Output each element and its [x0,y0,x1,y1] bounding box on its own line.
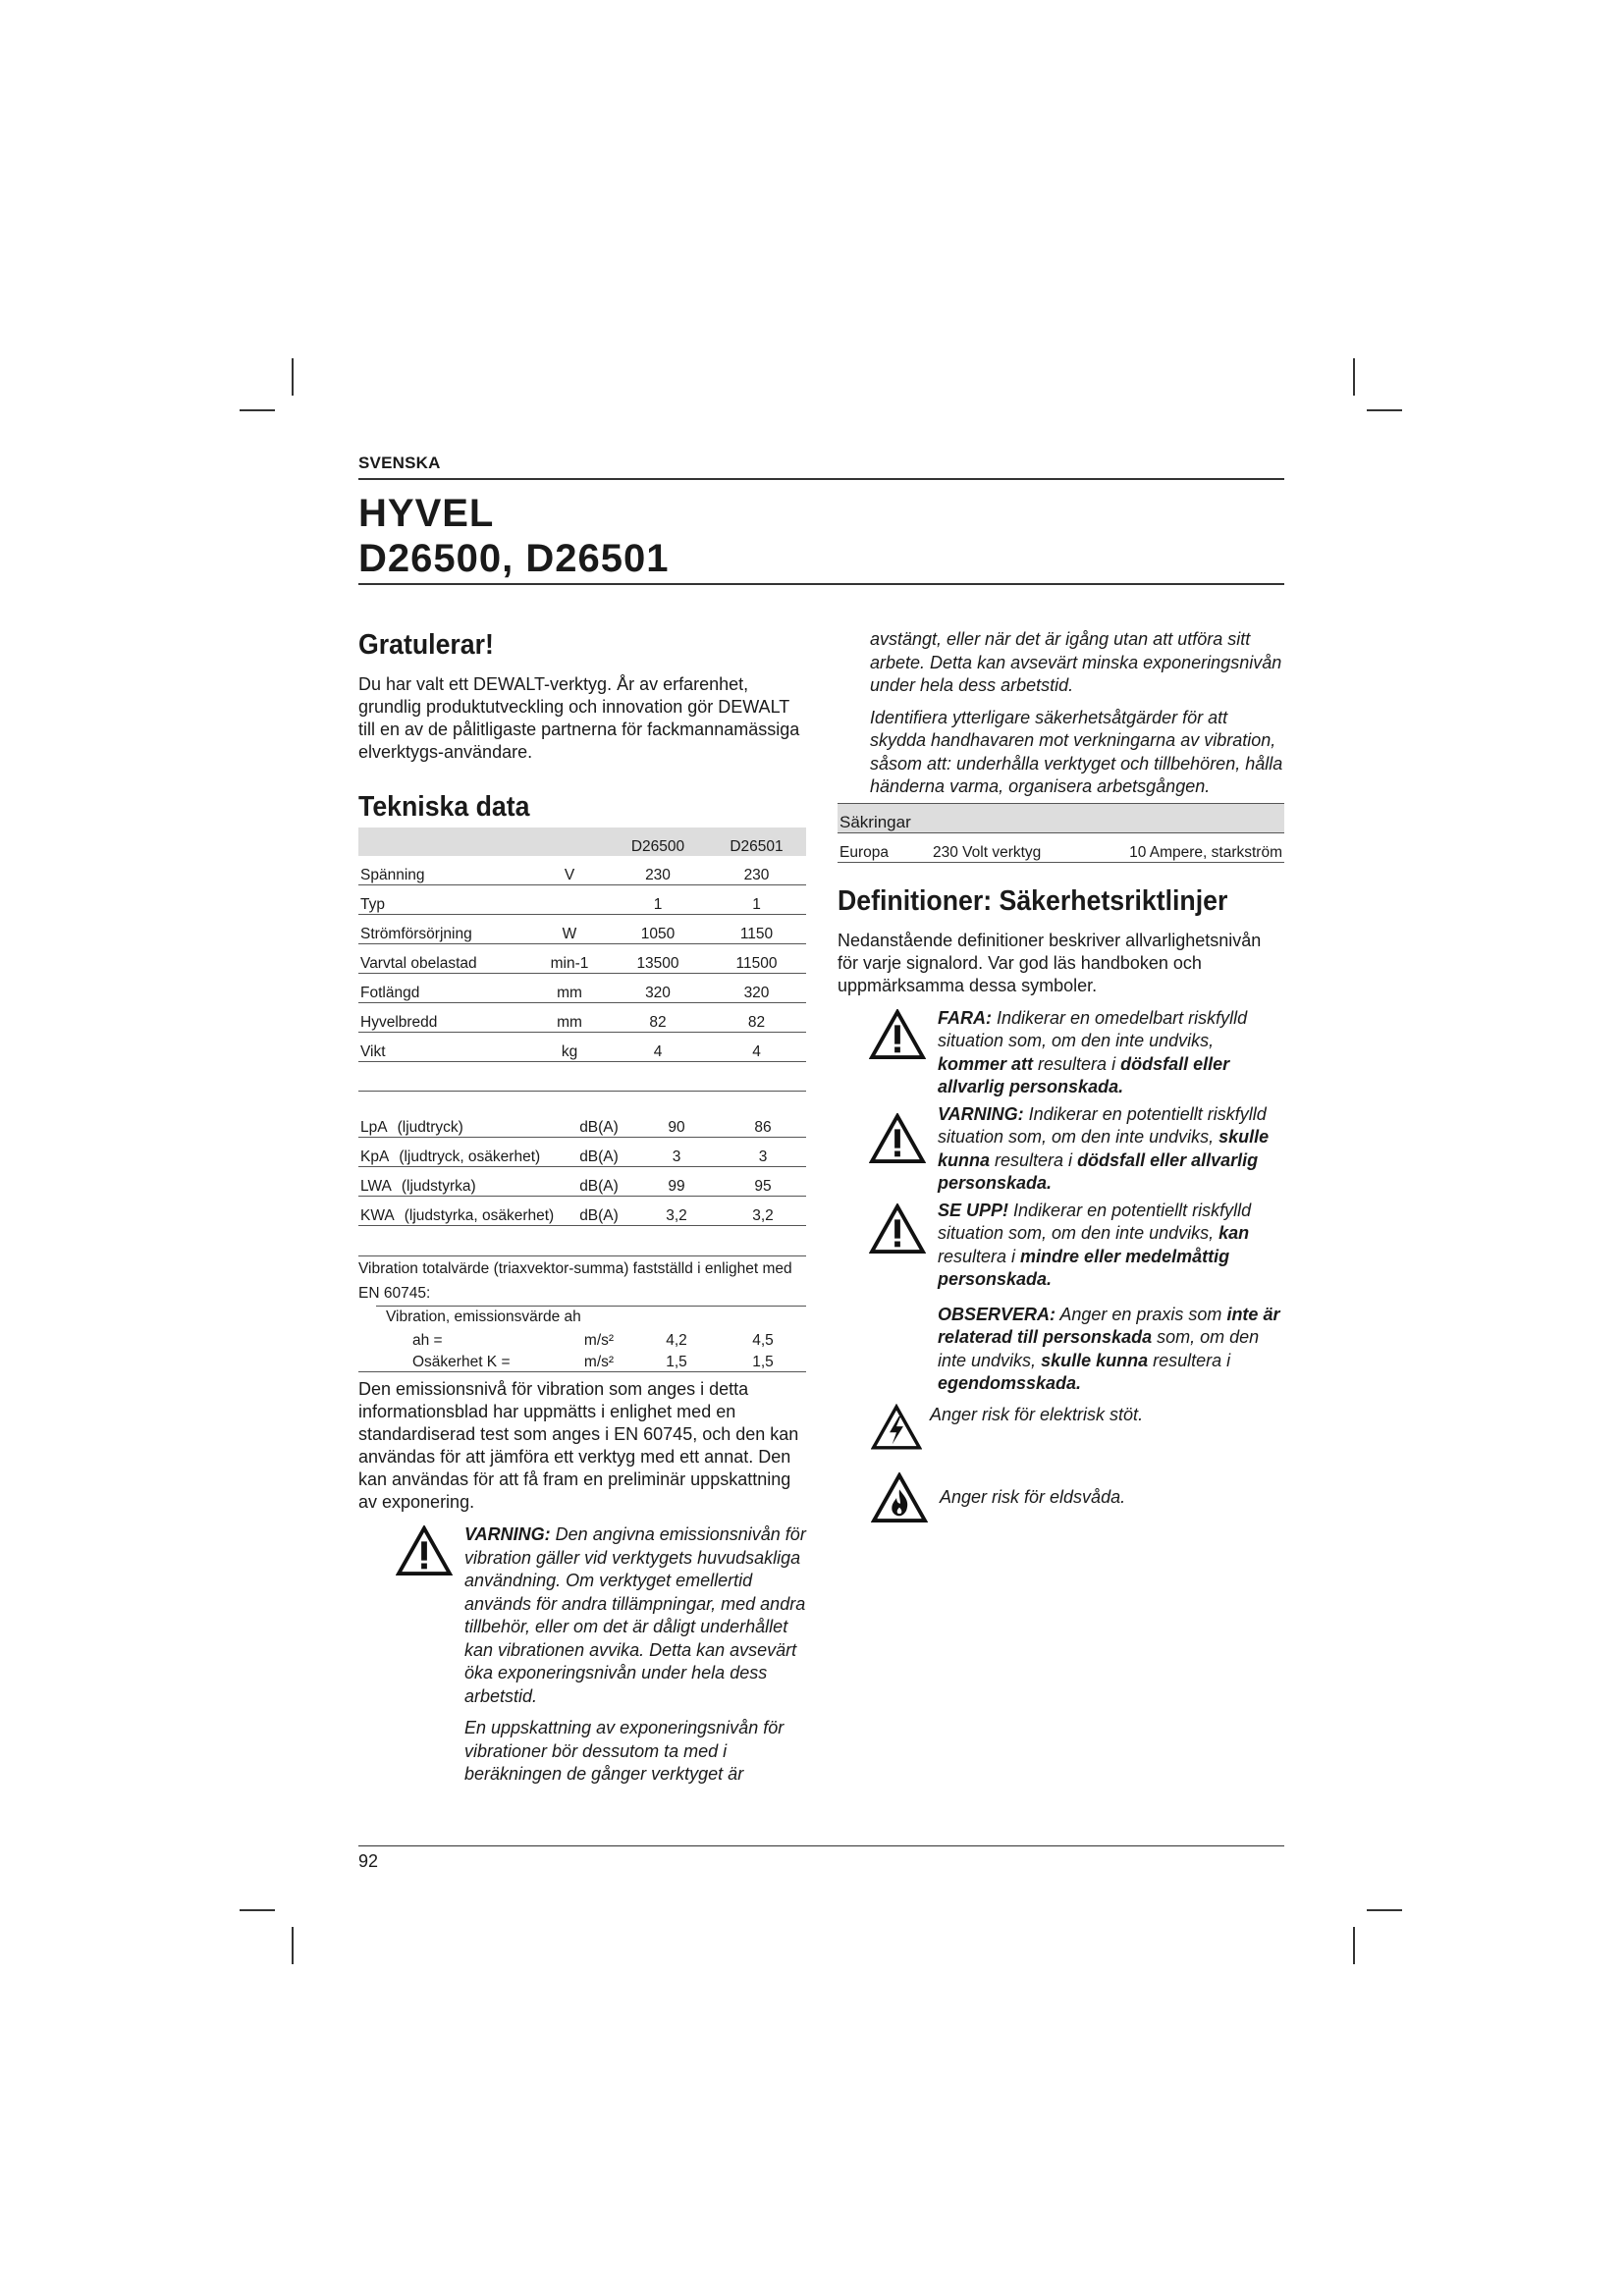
spec-unit: kg [530,1033,609,1062]
title-rule [358,583,1284,585]
vibration-table [358,1328,806,1371]
spec-unit: V [530,856,609,885]
vibration-label-cell: Osäkerhet K = [412,1354,511,1370]
spec-value: 320 [609,974,707,1003]
noise-symbol: LpA [360,1119,388,1136]
noise-value: 3 [720,1138,806,1167]
spec-row [358,1003,806,1033]
spec-label: Vikt [358,1033,530,1062]
crop-mark [1353,358,1355,396]
spec-row [358,944,806,974]
noise-value: 3 [633,1138,720,1167]
page-number: 92 [358,1851,379,1871]
fuse-tool: 230 Volt verktyg [931,832,1103,862]
congrats-text: Du har valt ett DEWALT-verktyg. År av erfarenhet, grundlig produktutveckling och innovation gör DEWALT till en av de pålitligaste partnerna för fackmannamässiga elverktygs-användare. [358,674,800,762]
varning-b2: dödsfall eller allvarlig personskada. [938,1149,1259,1193]
spec-value: 82 [609,1003,707,1033]
fara-label: FARA: [938,1007,992,1028]
electric-text: Anger risk för elektrisk stöt. [930,1404,1144,1424]
tech-heading: Tekniska data [358,791,530,823]
spec-value: 4 [609,1033,707,1062]
noise-unit: dB(A) [565,1138,633,1167]
crop-mark [240,1909,275,1911]
fara-t1: Indikerar en omedelbart riskfylld situation som, om den inte undviks, [938,1007,1248,1050]
right-para2: Identifiera ytterligare säkerhetsåtgärder för att skydda handhavaren mot verkningarna av vibration, såsom att: underhålla verktyget och tillbehören, hålla händerna varma, organisera arbetsgången. [870,707,1283,796]
vibration-label: Vibration, emissionsvärde ah [376,1306,806,1328]
noise-unit: dB(A) [565,1167,633,1197]
vibration-value: 1,5 [666,1354,687,1370]
spec-value: 320 [707,974,806,1003]
noise-symbol: LWA [360,1178,392,1195]
warning-label: VARNING: [464,1524,551,1544]
spec-value: 1 [707,885,806,915]
crop-mark [240,409,275,411]
observera-t1: Anger en praxis som [1056,1304,1227,1324]
varning-t1: Indikerar en potentiellt riskfylld situation som, om den inte undviks, [938,1103,1267,1147]
observera-b3: egendomsskada. [938,1373,1082,1393]
noise-value: 90 [633,1108,720,1138]
right-warning-cont [870,628,1284,799]
noise-row [358,1138,806,1167]
noise-value: 99 [633,1167,720,1197]
spec-label: Spänning [358,856,530,885]
noise-symbol: KWA [360,1207,395,1224]
vibration-value: 4,2 [666,1332,687,1349]
noise-row [358,1108,806,1138]
noise-label [358,1197,565,1226]
fara-t2: resultera i [1033,1053,1121,1074]
vibration-warning [396,1523,806,1787]
spec-value: 1 [609,885,707,915]
language-label: SVENSKA [358,454,441,472]
warning-triangle-icon [396,1525,453,1576]
footer-rule [358,1845,1284,1846]
vibration-label-cell: ah = [412,1332,443,1349]
spec-value: 4 [707,1033,806,1062]
fara-b1: kommer att [938,1053,1034,1074]
right-para1: avstängt, eller när det är igång utan att utföra sitt arbete. Detta kan avsevärt minska exponeringsnivån under hela dess arbetstid. [870,629,1282,695]
def-seupp [869,1200,1284,1292]
vibration-row [358,1328,806,1350]
warning-triangle-icon [869,1203,926,1255]
title-line-1: HYVEL [358,492,495,535]
spec-unit: min-1 [530,944,609,974]
spec-header-row [358,828,806,856]
vibration-intro: Vibration totalvärde (triaxvektor-summa) fastställd i enlighet med EN 60745: [358,1255,806,1306]
spec-row [358,856,806,885]
spec-label: Strömförsörjning [358,915,530,944]
spec-label: Typ [358,885,530,915]
spec-row [358,885,806,915]
def-electric [871,1402,1284,1453]
noise-value: 3,2 [633,1197,720,1226]
warning-para2: En uppskattning av exponeringsnivån för vibrationer bör dessutom ta med i beräkningen de gånger verktyget är [464,1718,785,1784]
varning-label: VARNING: [938,1103,1024,1124]
spec-value: 230 [707,856,806,885]
title-line-2: D26500, D26501 [358,537,670,580]
vibration-value: 1,5 [752,1354,774,1370]
spec-value: 11500 [707,944,806,974]
spec-unit: mm [530,974,609,1003]
varning-t2: resultera i [990,1149,1078,1170]
noise-table [358,1108,806,1226]
noise-label [358,1108,565,1138]
electric-shock-icon [871,1404,922,1451]
spec-value: 230 [609,856,707,885]
seupp-b1: kan [1218,1223,1250,1243]
seupp-b2: mindre eller medelmåttig personskada. [938,1246,1230,1289]
crop-mark [1353,1927,1355,1964]
spec-row [358,1033,806,1062]
noise-unit: dB(A) [565,1108,633,1138]
def-fire [871,1470,1284,1522]
observera-t2: som, om den inte undviks, [938,1327,1260,1370]
spec-row [358,974,806,1003]
vibration-row [358,1350,806,1371]
noise-value: 86 [720,1108,806,1138]
spec-value: 1150 [707,915,806,944]
spec-value: 1050 [609,915,707,944]
spec-unit: W [530,915,609,944]
spec-label: Varvtal obelastad [358,944,530,974]
spec-unit: mm [530,1003,609,1033]
warning-triangle-icon [869,1113,926,1164]
seupp-label: SE UPP! [938,1200,1009,1220]
observera-label: OBSERVERA: [938,1304,1056,1324]
spec-value: 82 [707,1003,806,1033]
observera-b2: skulle kunna [1041,1350,1149,1370]
vibration-value: 4,5 [752,1332,774,1349]
fire-text: Anger risk för eldsvåda. [940,1486,1126,1507]
header-rule [358,478,1284,480]
model-2: D26501 [730,838,784,855]
spec-value: 13500 [609,944,707,974]
observera-b1: inte är relaterad till personskada [938,1304,1280,1347]
noise-desc: (ljudtryck, osäkerhet) [399,1148,541,1165]
congrats-heading: Gratulerar! [358,629,494,661]
crop-mark [1367,1909,1402,1911]
noise-label [358,1138,565,1167]
noise-value: 95 [720,1167,806,1197]
warning-triangle-icon [869,1009,926,1060]
definitions-intro: Nedanstående definitioner beskriver allvarlighetsnivån för varje signalord. Var god läs handboken och uppmärksamma dessa symboler. [838,930,1262,995]
seupp-t2: resultera i [938,1246,1021,1266]
observera-t3: resultera i [1148,1350,1231,1370]
def-varning [869,1103,1284,1196]
noise-desc: (ljudstyrka, osäkerhet) [404,1207,555,1224]
emission-text: Den emissionsnivå för vibration som anges i detta informationsblad har uppmätts i enlighet med en standardiserad test som anges i EN 60745, och den kan användas för att jämföra ett verktyg med ett annat. Den kan användas för att få fram en preliminär uppskattning av exponering. [358,1379,799,1512]
vibration-unit: m/s² [583,1332,615,1349]
def-observera [869,1304,1284,1396]
fara-b2: dödsfall eller allvarlig personskada. [938,1053,1230,1096]
vibration-unit: m/s² [583,1354,615,1370]
left-column [358,628,806,1787]
crop-mark [292,1927,294,1964]
spec-label: Hyvelbredd [358,1003,530,1033]
definitions-heading: Definitioner: Säkerhetsriktlinjer [838,884,1228,917]
spec-row [358,915,806,944]
page-title [358,491,669,581]
spec-table [358,828,806,1092]
spec-unit [530,885,609,915]
noise-value: 3,2 [720,1197,806,1226]
noise-row [358,1167,806,1197]
varning-b1: skulle kunna [938,1127,1270,1170]
noise-symbol: KpA [360,1148,390,1165]
spec-label: Fotlängd [358,974,530,1003]
model-1: D26500 [630,838,685,855]
noise-unit: dB(A) [565,1197,633,1226]
noise-desc: (ljudtryck) [397,1119,463,1136]
fuse-value: 10 Ampere, starkström [1103,832,1284,862]
crop-mark [1367,409,1402,411]
fuse-header: Säkringar [838,803,1284,832]
noise-desc: (ljudstyrka) [401,1178,476,1195]
fuse-table [838,803,1284,863]
crop-mark [292,358,294,396]
seupp-t1: Indikerar en potentiellt riskfylld situation som, om den inte undviks, [938,1200,1252,1243]
fire-hazard-icon [871,1472,928,1523]
noise-row [358,1197,806,1226]
right-column [838,628,1284,1522]
noise-label [358,1167,565,1197]
def-fara [869,1007,1284,1099]
warning-text: Den angivna emissionsnivån för vibration gäller vid verktygets huvudsakliga användning. Om verktyget emellertid används för andra tillämpningar, med andra tillbehör, eller om det är dåligt underhållet kan vibrationen avvika. Detta kan avsevärt öka exponeringsnivån under hela dess arbetstid. [464,1524,806,1706]
fuse-region: Europa [838,832,931,862]
spec-spacer-row [358,1062,806,1092]
